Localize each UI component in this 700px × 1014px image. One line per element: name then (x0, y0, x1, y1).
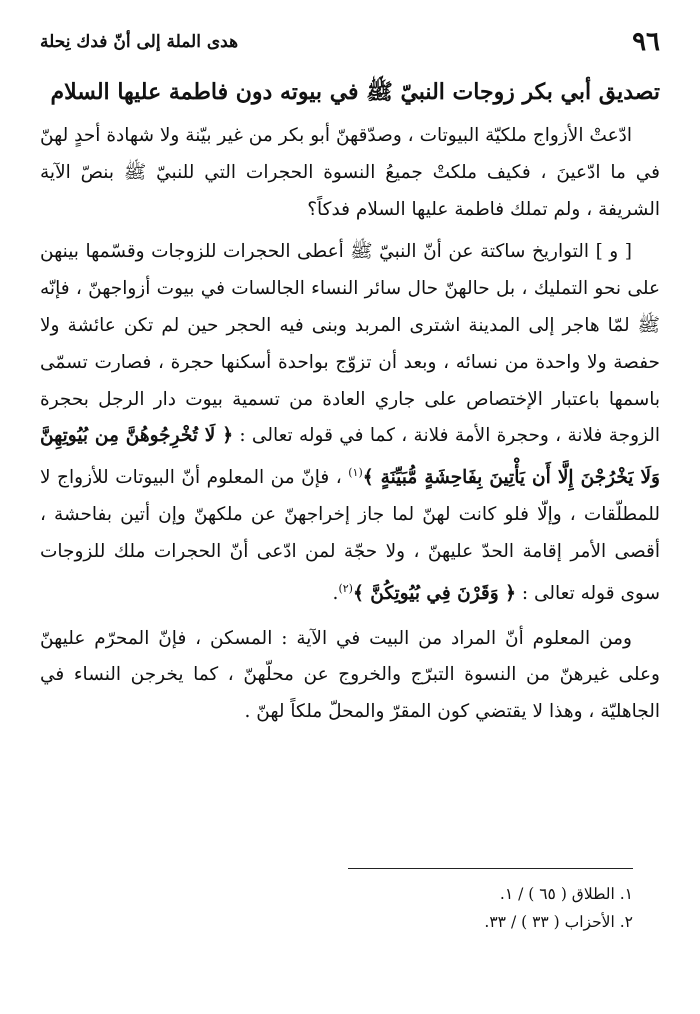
footnote-ref-2[interactable]: (٢) (338, 581, 353, 595)
running-title: هدى الملة إلى أنّ فدك نِحلة (40, 32, 239, 52)
footnote-ref-1[interactable]: (١) (348, 466, 363, 480)
footnote-2: ٢. الأحزاب ( ٣٣ ) / ٣٣. (484, 913, 633, 931)
page-header (40, 22, 660, 62)
section-title: تصديق أبي بكر زوجات النبيّ ﷺ في بيوته دون فاطمة عليها السلام (50, 79, 660, 105)
footnote-1: ١. الطلاق ( ٦٥ ) / ١. (499, 885, 633, 903)
quran-verse-1: ﴿ لَا تُخْرِجُوهُنَّ مِن بُيُوتِهِنَّ وَلَا يَخْرُجْنَ إِلَّا أَن يَأْتِينَ بِفَاحِشَةٍ مُّبَيِّنَةٍ ﴾ (40, 425, 660, 489)
paragraph-3: ومن المعلوم أنّ المراد من البيت في الآية : المسكن ، فإنّ المحرّم عليهنّ وعلى غيرهنّ من النسوة التبرّج والخروج عن محلّهنّ ، كما يخرجن النساء في الجاهليّة ، وهذا لا يقتضي كون المقرّ والمحلّ ملكاً لهنّ . (40, 627, 660, 723)
paragraph-1: ادّعتْ الأزواج ملكيّة البيوتات ، وصدّقهنّ أبو بكر من غير بيّنة ولا شهادة أحدٍ لهنّ في ما ادّعينَ ، فكيف ملكتْ جميعُ النسوة الحجرات التي للنبيّ ﷺ بنصّ الآية الشريفة ، ولم تملك فاطمة عليها السلام فدكاً؟ (40, 125, 660, 220)
paragraph-2-text-a: [ و ] التواريخ ساكتة عن أنّ النبيّ ﷺ أعطى الحجرات للزوجات وقسّمها بينهن على نحو التمليك ، بل حالهنّ حال سائر النساء الجالسات في بيوت أزواجهنّ ، فإنّه ﷺ لمّا هاجر إلى المدينة اشترى المربد وبنى فيه الحجر حين لم تكن عائشة ولا حفصة ولا واحدة من نسائه ، وبعد أن تزوّج بواحدة أسكنها حجرة ، فصارت تسمّى باسمها باعتبار الإختصاص على جاري العادة من تسمية بيوت دار الرجل بحجرة الزوجة فلانة ، وحجرة الأمة فلانة ، كما في قوله تعالى : (40, 241, 660, 447)
page-number: ٩٦ (632, 27, 660, 57)
quran-verse-2: ﴿ وَقَرْنَ فِي بُيُوتِكُنَّ ﴾ (352, 582, 516, 604)
footnotes (40, 880, 633, 936)
paragraph-2 (40, 234, 660, 612)
paragraph-2-text-b: ، فإنّ من المعلوم أنّ البيوتات للأزواج لا للمطلّقات ، وإلّا فلو كانت لهنّ لما جاز إخراجهنّ عن ملكهنّ وإن أتين بفاحشة ، أقصى الأمر إقامة الحدّ عليهنّ ، ولا حجّة لمن ادّعى أنّ الحجرات ملك للزوجات سوى قوله تعالى : (40, 467, 660, 604)
paragraph-2-end: . (332, 582, 339, 604)
footnote-divider (348, 868, 633, 869)
body-text (40, 118, 660, 731)
